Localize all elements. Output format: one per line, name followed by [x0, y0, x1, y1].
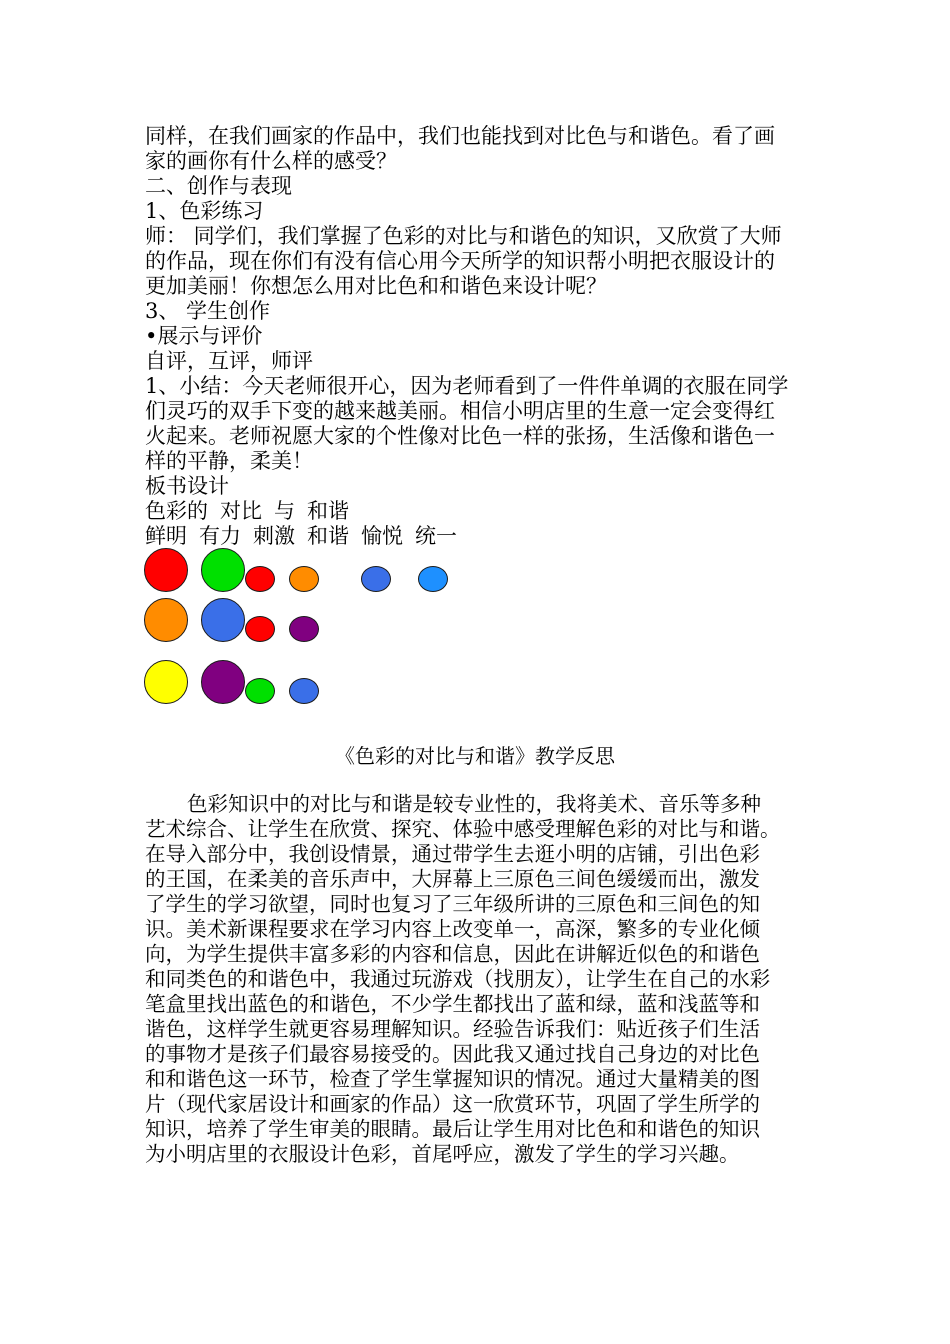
reflection-line-3: 在导入部分中，我创设情景，通过带学生去逛小明的店铺，引出色彩	[145, 842, 760, 866]
lesson-line-10: 自评，互评，师评	[145, 349, 313, 373]
lesson-line-2: 家的画你有什么样的感受？	[145, 149, 397, 173]
lesson-line-8: 3、 学生创作	[145, 299, 271, 323]
lesson-line-14: 样的平静，柔美！	[145, 449, 313, 473]
reflection-body	[145, 792, 815, 1167]
lesson-line-11: 1、小结：今天老师很开心，因为老师看到了一件件单调的衣服在同学	[145, 374, 789, 398]
reflection-line-7: 向，为学生提供丰富多彩的内容和信息，因此在讲解近似色的和谐色	[145, 942, 760, 966]
orange-circle	[144, 598, 188, 642]
lesson-line-15: 板书设计	[145, 474, 229, 498]
lesson-line-7: 更加美丽！你想怎么用对比色和和谐色来设计呢？	[145, 274, 607, 298]
board-word: 和谐	[307, 524, 349, 548]
red-circle-small-2	[245, 616, 275, 642]
reflection-title: 《色彩的对比与和谐》教学反思	[335, 744, 615, 768]
yellow-circle	[144, 660, 188, 704]
board-title-word: 和谐	[307, 499, 349, 523]
reflection-line-2: 艺术综合、让学生在欣赏、探究、体验中感受理解色彩的对比与和谐。	[145, 817, 781, 841]
red-circle-small	[245, 566, 275, 592]
reflection-line-4: 的王国，在柔美的音乐声中，大屏幕上三原色三间色缓缓而出，激发	[145, 867, 760, 891]
purple-circle-small	[289, 616, 319, 642]
board-word: 刺激	[253, 524, 295, 548]
reflection-line-14: 知识，培养了学生审美的眼睛。最后让学生用对比色和和谐色的知识	[145, 1117, 760, 1141]
reflection-line-9: 笔盒里找出蓝色的和谐色，不少学生都找出了蓝和绿，蓝和浅蓝等和	[145, 992, 760, 1016]
reflection-line-5: 了学生的学习欲望，同时也复习了三年级所讲的三原色和三间色的知	[145, 892, 760, 916]
lesson-line-4: 1、色彩练习	[145, 199, 264, 223]
board-title-word: 对比	[220, 499, 262, 523]
blue-circle-small-2	[289, 678, 319, 704]
reflection-line-6: 识。美术新课程要求在学习内容上改变单一，高深，繁多的专业化倾	[145, 917, 760, 941]
green-circle-small	[245, 678, 275, 704]
reflection-line-12: 和和谐色这一环节，检查了学生掌握知识的情况。通过大量精美的图	[145, 1067, 760, 1091]
board-word: 愉悦	[361, 524, 403, 548]
purple-circle	[201, 660, 245, 704]
orange-circle-small	[289, 566, 319, 592]
board-word: 统一	[415, 524, 457, 548]
lesson-section	[145, 124, 815, 549]
reflection-line-10: 谐色，这样学生就更容易理解知识。经验告诉我们：贴近孩子们生活	[145, 1017, 760, 1041]
blue-circle-small	[361, 566, 391, 592]
board-title-word: 色彩的	[145, 499, 208, 523]
lesson-line-6: 的作品，现在你们有没有信心用今天所学的知识帮小明把衣服设计的	[145, 249, 775, 273]
board-title-word: 与	[274, 499, 295, 523]
lesson-line-13: 火起来。老师祝愿大家的个性像对比色一样的张扬，生活像和谐色一	[145, 424, 775, 448]
red-circle	[144, 548, 188, 592]
lesson-line-9: •展示与评价	[145, 324, 263, 348]
reflection-line-1: 色彩知识中的对比与和谐是较专业性的，我将美术、音乐等多种	[187, 792, 761, 816]
lesson-line-3: 二、创作与表现	[145, 174, 292, 198]
board-title	[145, 499, 815, 524]
reflection-line-8: 和同类色的和谐色中，我通过玩游戏（找朋友），让学生在自己的水彩	[145, 967, 771, 991]
lesson-line-1: 同样，在我们画家的作品中，我们也能找到对比色与和谐色。看了画	[145, 124, 775, 148]
sky-circle-small	[418, 566, 448, 592]
reflection-line-15: 为小明店里的衣服设计色彩，首尾呼应，激发了学生的学习兴趣。	[145, 1142, 740, 1166]
lesson-line-12: 们灵巧的双手下变的越来越美丽。相信小明店里的生意一定会变得红	[145, 399, 775, 423]
board-word: 鲜明	[145, 524, 187, 548]
lesson-line-5: 师： 同学们，我们掌握了色彩的对比与和谐色的知识，又欣赏了大师	[145, 224, 782, 248]
reflection-line-11: 的事物才是孩子们最容易接受的。因此我又通过找自己身边的对比色	[145, 1042, 760, 1066]
board-word: 有力	[199, 524, 241, 548]
blue-circle	[201, 598, 245, 642]
green-circle	[201, 548, 245, 592]
reflection-line-13: 片（现代家居设计和画家的作品）这一欣赏环节，巩固了学生所学的	[145, 1092, 760, 1116]
board-words	[145, 524, 815, 549]
